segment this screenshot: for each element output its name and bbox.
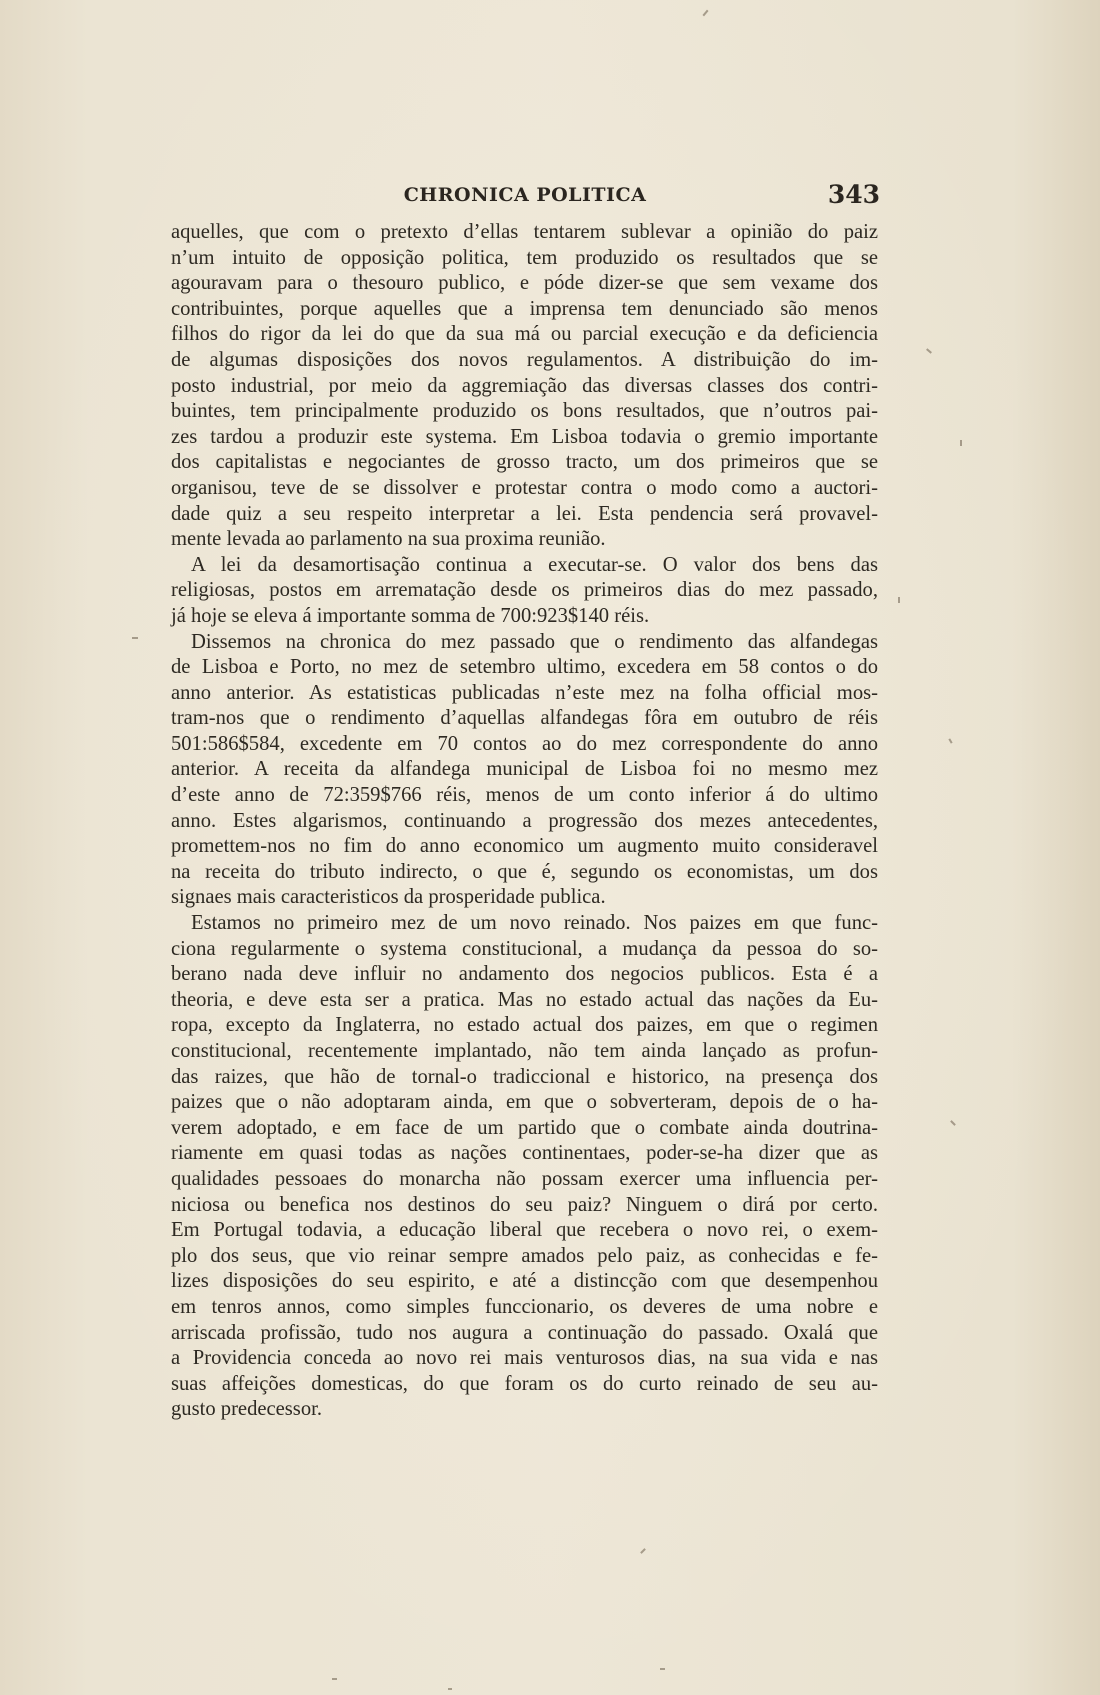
article-body — [171, 220, 878, 1423]
text-line: ciona regularmente o systema constitucional, a mudança da pessoa do so- — [171, 937, 878, 960]
text-line: de Lisboa e Porto, no mez de setembro ultimo, excedera em 58 contos o do — [171, 656, 878, 679]
text-line: agouravam para o thesouro publico, e póde dizer-se que sem vexame dos — [171, 272, 878, 295]
text-line: suas affeições domesticas, do que foram os do curto reinado de seu au- — [171, 1372, 878, 1395]
text-line: contribuintes, porque aquelles que a imprensa tem denunciado são menos — [171, 297, 878, 320]
page-number: 343 — [827, 180, 880, 209]
paper-speck — [898, 597, 900, 603]
paper-speck — [926, 348, 932, 353]
header-title: CHRONICA POLITICA — [403, 184, 647, 206]
text-line: promettem-nos no fim do anno economico um augmento muito consideravel — [171, 835, 878, 858]
text-line: a Providencia conceda ao novo rei mais venturosos dias, na sua vida e nas — [171, 1347, 878, 1370]
text-line: berano nada deve influir no andamento dos negocios publicos. Esta é a — [171, 963, 878, 986]
paper-speck — [660, 1668, 665, 1670]
text-line: qualidades pessoaes do monarcha não possam exercer uma influencia per- — [171, 1167, 878, 1190]
text-line: arriscada profissão, tudo nos augura a continuação do passado. Oxalá que — [171, 1321, 878, 1344]
paper-speck — [132, 637, 138, 639]
text-line: tram-nos que o rendimento d’aquellas alfandegas fôra em outubro de réis — [171, 707, 878, 730]
paper-speck — [950, 1120, 956, 1126]
text-line: zes tardou a produzir este systema. Em Lisboa todavia o gremio importante — [171, 425, 878, 448]
text-line: na receita do tributo indirecto, o que é, segundo os economistas, um dos — [171, 860, 878, 883]
text-line: theoria, e deve esta ser a pratica. Mas no estado actual das nações da Eu- — [171, 988, 878, 1011]
text-line: plo dos seus, que vio reinar sempre amados pelo paiz, as conhecidas e fe- — [171, 1244, 878, 1267]
text-line: anno. Estes algarismos, continuando a progressão dos mezes antecedentes, — [171, 809, 878, 832]
text-line: religiosas, postos em arrematação desde os primeiros dias do mez passado, — [171, 579, 878, 602]
text-line: gusto predecessor. — [171, 1398, 322, 1421]
text-line: verem adoptado, e em face de um partido que o combate ainda doutrina- — [171, 1116, 878, 1139]
text-line: em tenros annos, como simples funccionario, os deveres de uma nobre e — [171, 1295, 878, 1318]
text-line: dos capitalistas e negociantes de grosso tracto, um dos primeiros que se — [171, 451, 878, 474]
text-line: Dissemos na chronica do mez passado que o rendimento das alfandegas — [191, 630, 878, 653]
text-line: lizes disposições do seu espirito, e até a distincção com que desempenhou — [171, 1270, 878, 1293]
text-line: buintes, tem principalmente produzido os bons resultados, que n’outros pai- — [171, 400, 878, 423]
text-line: n’um intuito de opposição politica, tem produzido os resultados que se — [171, 246, 878, 269]
text-line: d’este anno de 72:359$766 réis, menos de um conto inferior á do ultimo — [171, 784, 878, 807]
text-line: Em Portugal todavia, a educação liberal que recebera o novo rei, o exem- — [171, 1219, 878, 1242]
text-line: niciosa ou benefica nos destinos do seu paiz? Ninguem o dirá por certo. — [171, 1193, 878, 1216]
running-header — [170, 180, 880, 210]
paper-speck — [332, 1678, 337, 1680]
text-line: constitucional, recentemente implantado, não tem ainda lançado as profun- — [171, 1040, 878, 1062]
text-line: anterior. A receita da alfandega municipal de Lisboa foi no mesmo mez — [171, 758, 878, 781]
text-line: organisou, teve de se dissolver e protestar contra o modo como a auctori- — [171, 476, 878, 499]
paper-speck — [702, 10, 708, 17]
text-line: já hoje se eleva á importante somma de 700:923$140 réis. — [171, 604, 650, 627]
text-line: A lei da desamortisação continua a executar-se. O valor dos bens das — [191, 553, 878, 576]
text-line: das raizes, que hão de tornal-o tradiccional e historico, na presença dos — [171, 1065, 878, 1088]
text-line: filhos do rigor da lei do que da sua má ou parcial execução e da deficiencia — [171, 323, 878, 346]
text-line: paizes que o não adoptaram ainda, em que o sobverteram, depois de o ha- — [171, 1091, 878, 1114]
paper-speck — [448, 1688, 452, 1690]
text-line: riamente em quasi todas as nações continentaes, poder-se-ha dizer que as — [171, 1142, 878, 1165]
text-line: dade quiz a seu respeito interpretar a lei. Esta pendencia será provavel- — [171, 502, 878, 525]
text-line: ropa, excepto da Inglaterra, no estado actual dos paizes, em que o regimen — [171, 1014, 878, 1037]
paper-speck — [948, 738, 952, 743]
text-line: aquelles, que com o pretexto d’ellas tentarem sublevar a opinião do paiz — [171, 221, 878, 243]
paper-speck — [960, 440, 962, 446]
text-line: anno anterior. As estatisticas publicadas n’este mez na folha official mos- — [171, 681, 878, 704]
text-line: Estamos no primeiro mez de um novo reinado. Nos paizes em que func- — [191, 912, 878, 935]
text-line: mente levada ao parlamento na sua proxima reunião. — [171, 528, 606, 551]
text-line: signaes mais caracteristicos da prosperidade publica. — [171, 886, 606, 909]
paper-speck — [640, 1548, 646, 1554]
text-line: de algumas disposições dos novos regulamentos. A distribuição do im- — [171, 348, 878, 371]
text-line: 501:586$584, excedente em 70 contos ao do mez correspondente do anno — [171, 732, 878, 755]
text-line: posto industrial, por meio da aggremiação das diversas classes dos contri- — [171, 374, 878, 397]
